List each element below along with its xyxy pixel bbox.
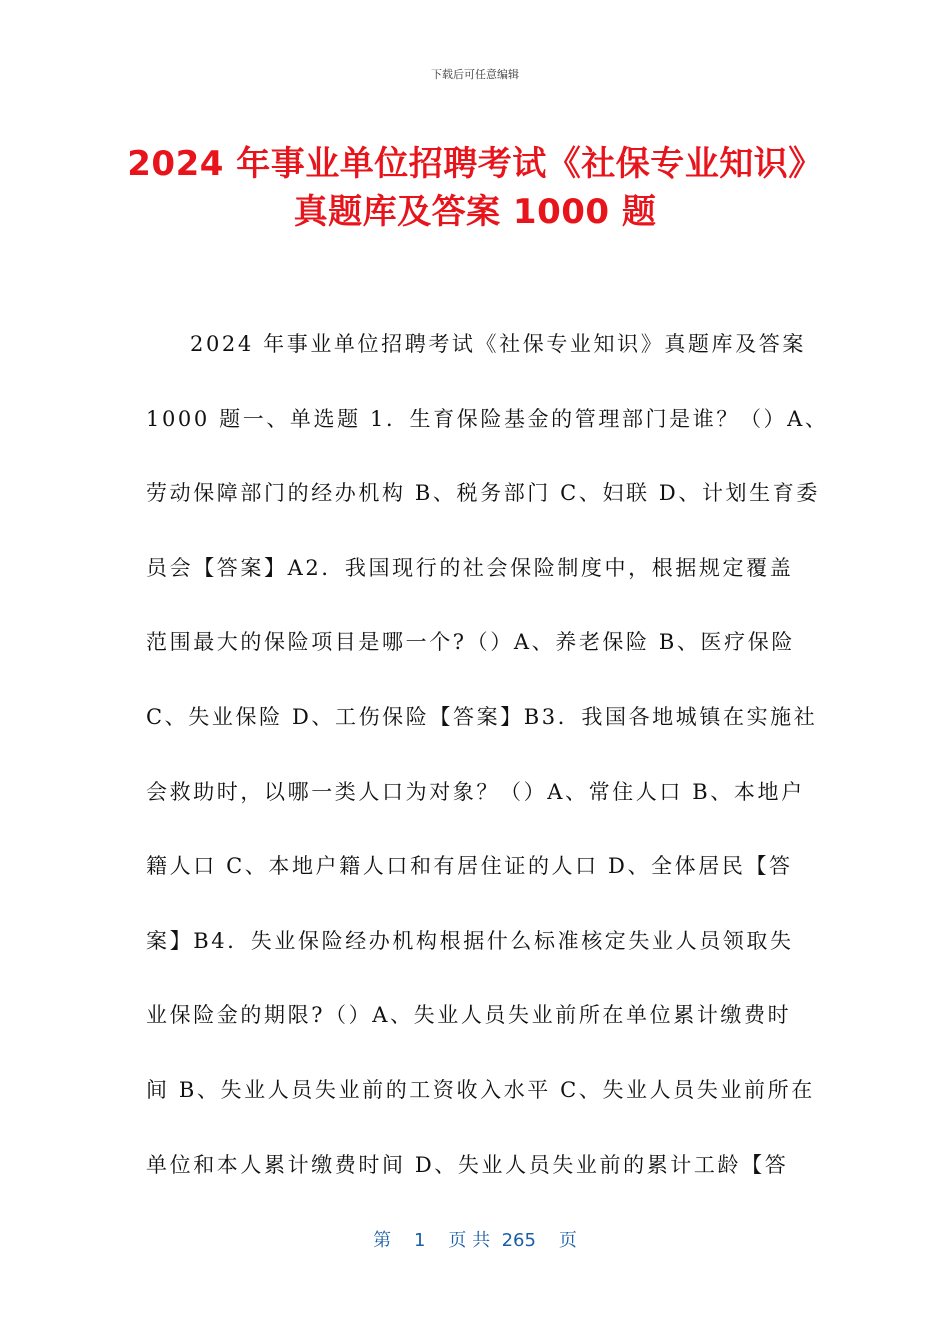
body-line: 2024 年事业单位招聘考试《社保专业知识》真题库及答案 xyxy=(190,332,806,356)
footer-middle: 页 共 xyxy=(448,1230,491,1251)
body-line: 会救助时，以哪一类人口为对象？（）A、常住人口 B、本地户 xyxy=(146,779,805,804)
title-line-1: 2024 年事业单位招聘考试《社保专业知识》 xyxy=(127,144,823,184)
footer-total-pages: 265 xyxy=(501,1230,536,1251)
title-line-2: 真题库及答案 1000 题 xyxy=(293,192,657,232)
body-line: 劳动保障部门的经办机构 B、税务部门 C、妇联 D、计划生育委 xyxy=(146,481,820,506)
footer-suffix: 页 xyxy=(558,1230,577,1251)
body-line: 籍人口 C、本地户籍人口和有居住证的人口 D、全体居民【答 xyxy=(146,854,793,879)
body-line: 间 B、失业人员失业前的工资收入水平 C、失业人员失业前所在 xyxy=(146,1077,815,1102)
body-line: 范围最大的保险项目是哪一个?（）A、养老保险 B、医疗保险 xyxy=(146,630,795,655)
body-line: 业保险金的期限?（）A、失业人员失业前所在单位累计缴费时 xyxy=(146,1003,792,1028)
body-paragraph xyxy=(146,322,829,1217)
body-line: 1000 题一、单选题 1．生育保险基金的管理部门是谁？（）A、 xyxy=(146,406,829,431)
document-title xyxy=(0,140,950,236)
page-footer xyxy=(0,1226,950,1252)
body-line: 员会【答案】A2．我国现行的社会保险制度中，根据规定覆盖 xyxy=(146,555,794,580)
body-line: C、失业保险 D、工伤保险【答案】B3．我国各地城镇在实施社 xyxy=(146,704,818,729)
header-note: 下载后可任意编辑 xyxy=(431,68,519,81)
body-line: 案】B4．失业保险经办机构根据什么标准核定失业人员领取失 xyxy=(146,928,794,953)
footer-prefix: 第 xyxy=(373,1230,392,1251)
body-line: 单位和本人累计缴费时间 D、失业人员失业前的累计工龄【答 xyxy=(146,1152,789,1177)
footer-page-number: 1 xyxy=(414,1230,426,1251)
